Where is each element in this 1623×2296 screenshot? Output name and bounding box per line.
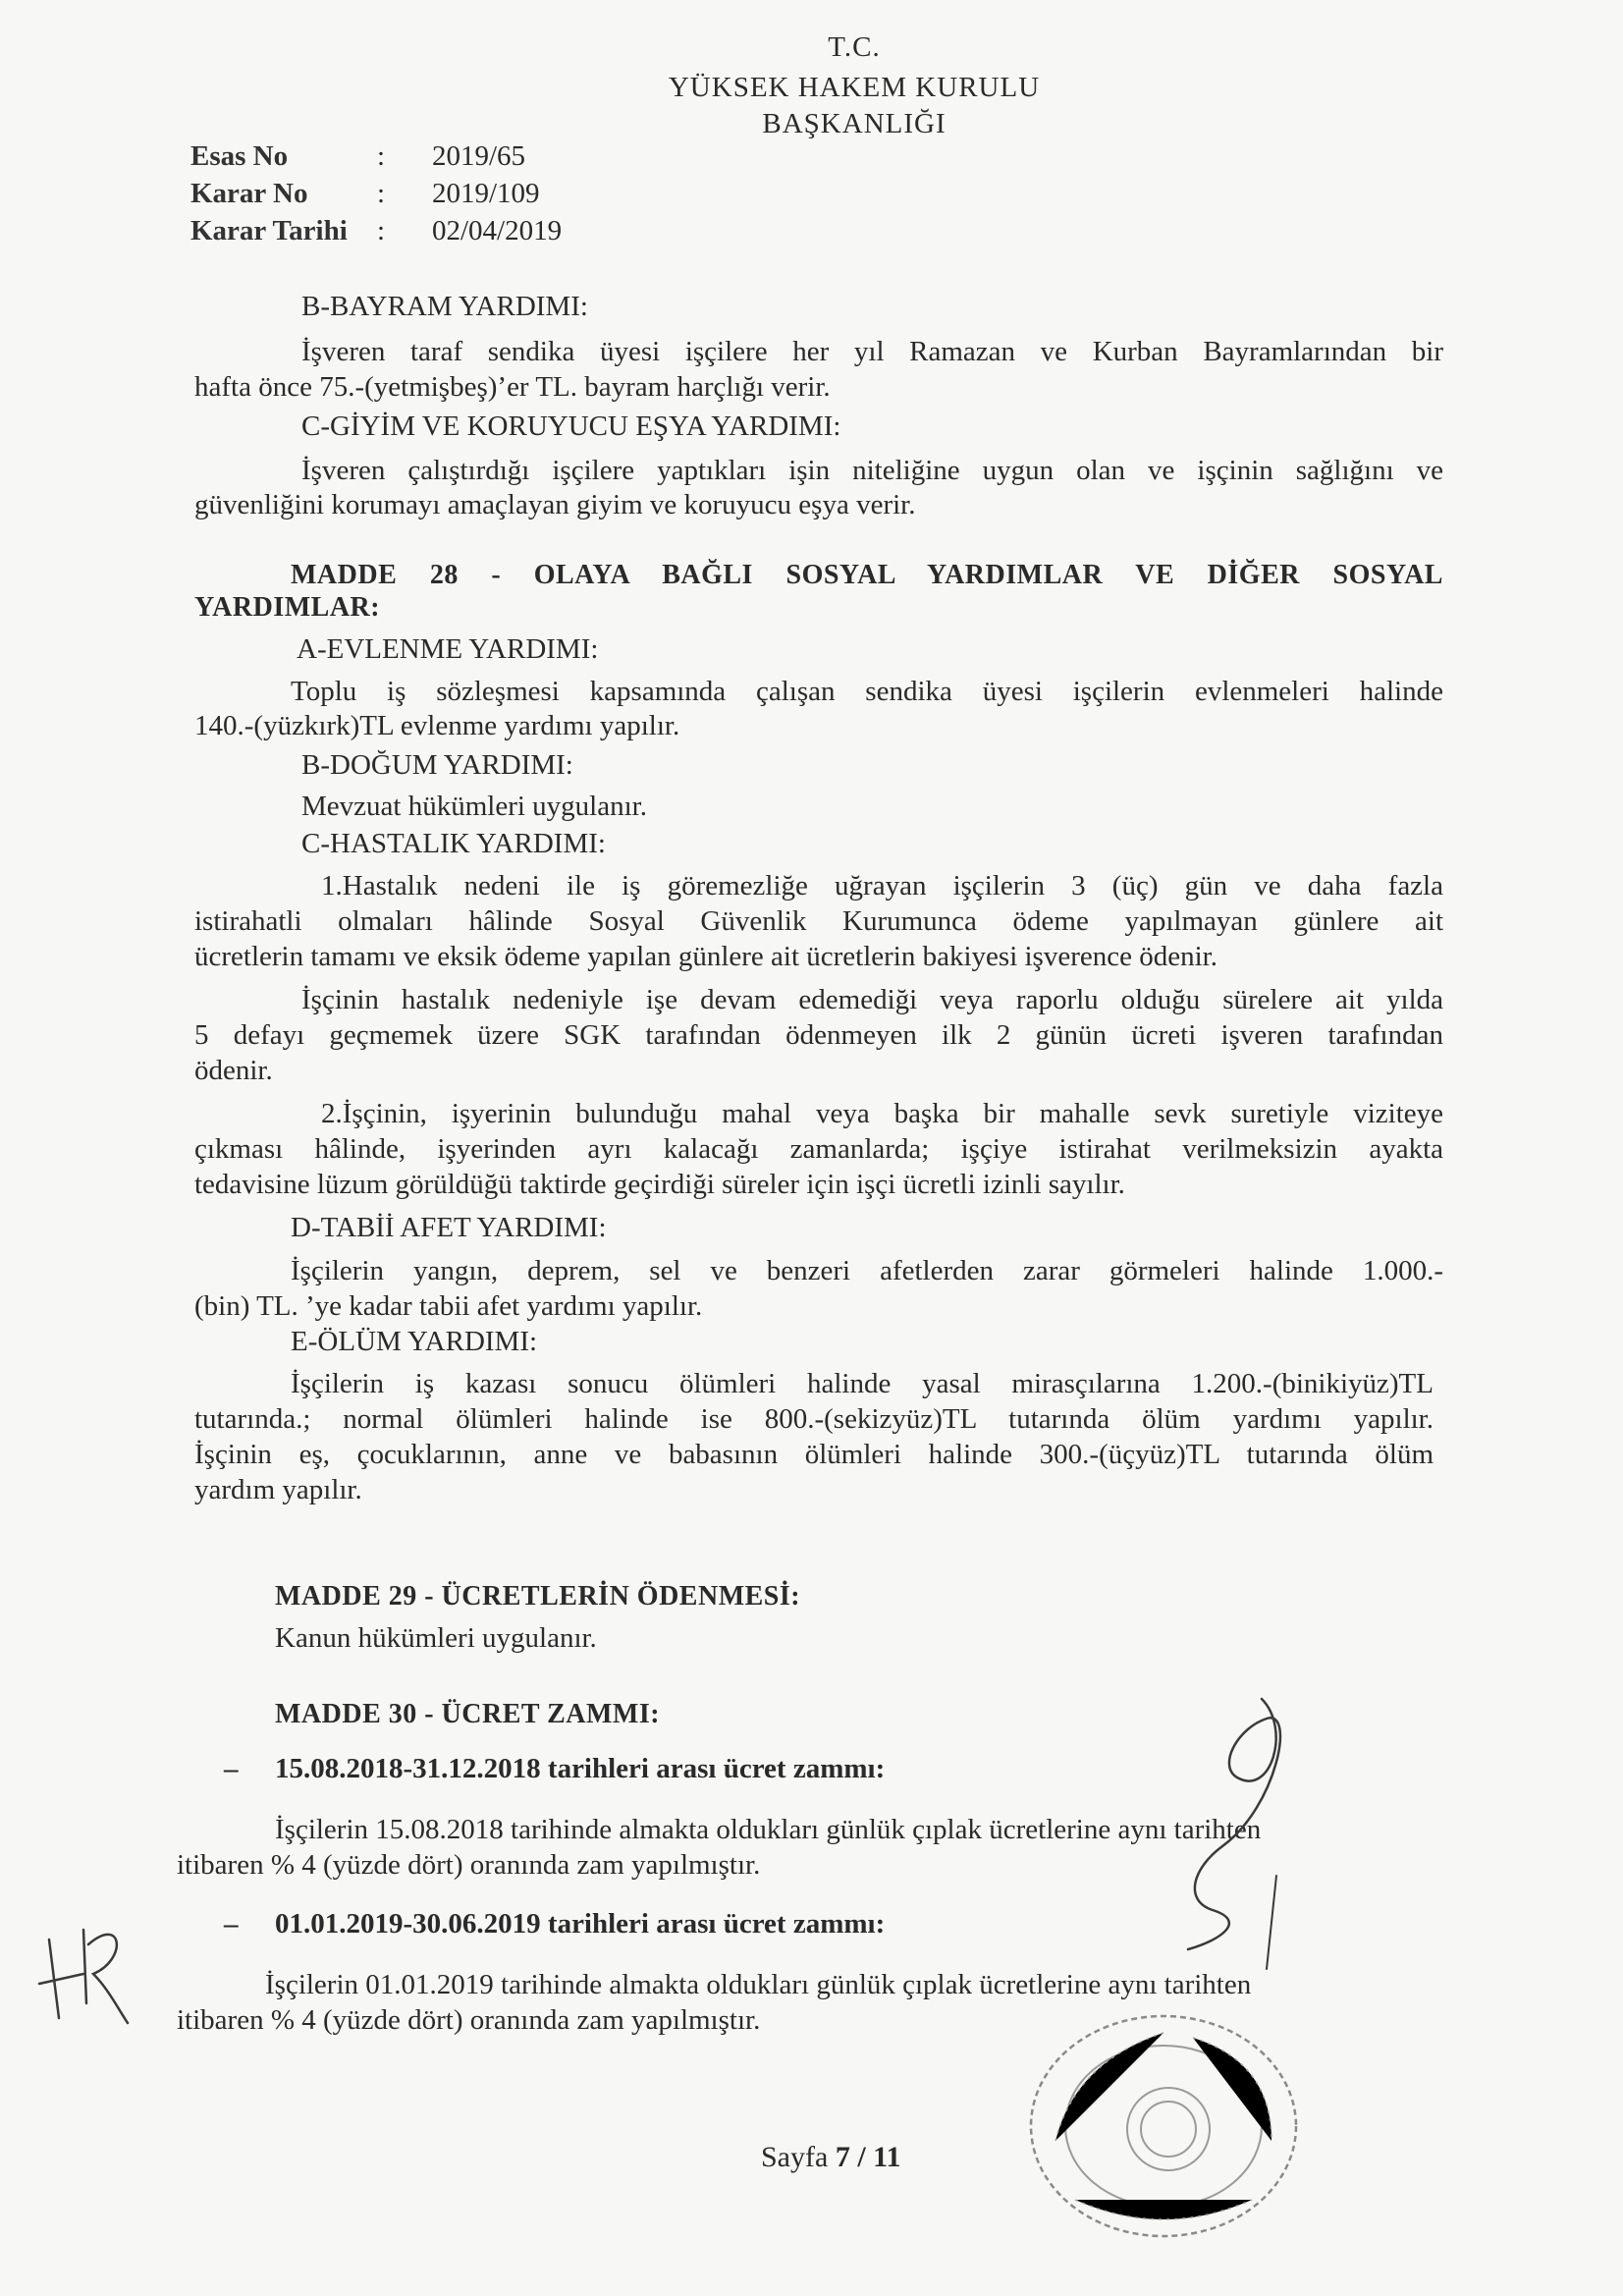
paragraph-line: İşveren taraf sendika üyesi işçilere her yıl Ramazan ve Kurban Bayramlarından bir bbox=[301, 336, 1443, 367]
colon: : bbox=[377, 139, 386, 172]
paragraph-line: çıkması hâlinde, işyerinden ayrı kalacağı zamanlarda; işçiye istirahat verilmeksizin ayakta bbox=[194, 1133, 1443, 1165]
karar-label: Karar No bbox=[190, 177, 308, 209]
page-number bbox=[761, 2141, 901, 2174]
tarih-value: 02/04/2019 bbox=[432, 214, 563, 246]
section-title: D-TABİİ AFET YARDIMI: bbox=[291, 1212, 607, 1243]
paragraph-line: 2.İşçinin, işyerinin bulunduğu mahal veya başka bir mahalle sevk suretiyle viziteye bbox=[321, 1098, 1443, 1129]
colon: : bbox=[377, 177, 386, 209]
page-total: 11 bbox=[873, 2141, 901, 2173]
page-label: Sayfa bbox=[761, 2141, 829, 2173]
paragraph-line: (bin) TL. ’ye kadar tabii afet yardımı yapılır. bbox=[194, 1290, 703, 1322]
section-title: E-ÖLÜM YARDIMI: bbox=[291, 1326, 538, 1357]
paragraph-line: Toplu iş sözleşmesi kapsamında çalışan sendika üyesi işçilerin evlenmeleri halinde bbox=[291, 676, 1443, 707]
official-seal-icon bbox=[1016, 2003, 1311, 2249]
esas-label: Esas No bbox=[190, 139, 289, 172]
article-title-cont: YARDIMLAR: bbox=[194, 592, 381, 623]
paragraph-line: güvenliğini korumayı amaçlayan giyim ve koruyucu eşya verir. bbox=[194, 489, 916, 520]
karar-row bbox=[190, 175, 648, 212]
paragraph-line: Kanun hükümleri uygulanır. bbox=[275, 1622, 597, 1654]
article-title: MADDE 29 - ÜCRETLERİN ÖDENMESİ: bbox=[275, 1581, 801, 1612]
list-bullet: – bbox=[224, 1753, 239, 1784]
paragraph-line: ödenir. bbox=[194, 1055, 273, 1086]
tarih-label: Karar Tarihi bbox=[190, 214, 348, 246]
paragraph-line: İşçinin hastalık nedeniyle işe devam edemediği veya raporlu olduğu sürelere ait yılda bbox=[301, 984, 1443, 1015]
paragraph-line: İşveren çalıştırdığı işçilere yaptıkları işin niteliğine uygun olan ve işçinin sağlığını ve bbox=[301, 455, 1443, 486]
paragraph-line: tedavisine lüzum görüldüğü taktirde geçirdiği süreler için işçi ücretli izinli sayılır. bbox=[194, 1169, 1125, 1200]
header-department: BAŞKANLIĞI bbox=[762, 108, 947, 139]
signature-mark-icon bbox=[1129, 1689, 1325, 1974]
list-bullet: – bbox=[224, 1908, 239, 1940]
paragraph-line: tutarında.; normal ölümleri halinde ise 800.-(sekizyüz)TL tutarında ölüm yardımı yapılır. bbox=[194, 1403, 1434, 1435]
esas-value: 2019/65 bbox=[432, 139, 526, 172]
section-title: C-GİYİM VE KORUYUCU EŞYA YARDIMI: bbox=[301, 410, 841, 442]
page-current: 7 bbox=[835, 2141, 850, 2173]
paragraph-line: yardım yapılır. bbox=[194, 1474, 362, 1505]
section-title: B-BAYRAM YARDIMI: bbox=[301, 291, 588, 322]
paragraph-line: İşçilerin iş kazası sonucu ölümleri halinde yasal mirasçılarına 1.200.-(binikiyüz)TL bbox=[291, 1368, 1434, 1399]
section-title: B-DOĞUM YARDIMI: bbox=[301, 749, 573, 781]
colon: : bbox=[377, 214, 386, 246]
case-metadata bbox=[190, 137, 648, 249]
page-separator: / bbox=[857, 2141, 866, 2173]
section-title: C-HASTALIK YARDIMI: bbox=[301, 828, 606, 859]
esas-row bbox=[190, 137, 648, 175]
initials-mark-icon bbox=[29, 1905, 137, 2033]
article-title: MADDE 30 - ÜCRET ZAMMI: bbox=[275, 1699, 661, 1729]
header-tc: T.C. bbox=[828, 31, 881, 63]
karar-value: 2019/109 bbox=[432, 177, 540, 209]
paragraph-line: Mevzuat hükümleri uygulanır. bbox=[301, 791, 647, 822]
paragraph-line: İşçilerin 15.08.2018 tarihinde almakta oldukları günlük çıplak ücretlerine aynı tarihten bbox=[275, 1814, 1262, 1845]
paragraph-line: 140.-(yüzkırk)TL evlenme yardımı yapılır. bbox=[194, 710, 680, 741]
paragraph-line: ücretlerin tamamı ve eksik ödeme yapılan günlere ait ücretlerin bakiyesi işverence ödenir. bbox=[194, 941, 1217, 972]
paragraph-line: itibaren % 4 (yüzde dört) oranında zam yapılmıştır. bbox=[177, 1849, 761, 1881]
paragraph-line: İşçilerin 01.01.2019 tarihinde almakta oldukları günlük çıplak ücretlerine aynı tarihten bbox=[265, 1969, 1252, 2000]
tarih-row bbox=[190, 212, 648, 249]
sub-title: 15.08.2018-31.12.2018 tarihleri arası ücret zammı: bbox=[275, 1753, 886, 1784]
sub-title: 01.01.2019-30.06.2019 tarihleri arası ücret zammı: bbox=[275, 1908, 886, 1940]
paragraph-line: İşçilerin yangın, deprem, sel ve benzeri afetlerden zarar görmeleri halinde 1.000.- bbox=[291, 1255, 1443, 1286]
header-institution: YÜKSEK HAKEM KURULU bbox=[668, 72, 1041, 103]
paragraph-line: İşçinin eş, çocuklarının, anne ve babasının ölümleri halinde 300.-(üçyüz)TL tutarında ölüm bbox=[194, 1439, 1434, 1470]
section-title: A-EVLENME YARDIMI: bbox=[297, 633, 599, 665]
paragraph-line: istirahatli olmaları hâlinde Sosyal Güvenlik Kurumunca ödeme yapılmayan günlere ait bbox=[194, 905, 1443, 937]
paragraph-line: 5 defayı geçmemek üzere SGK tarafından ödenmeyen ilk 2 günün ücreti işveren tarafından bbox=[194, 1019, 1443, 1051]
paragraph-line: itibaren % 4 (yüzde dört) oranında zam yapılmıştır. bbox=[177, 2004, 761, 2036]
paragraph-line: 1.Hastalık nedeni ile iş göremezliğe uğrayan işçilerin 3 (üç) gün ve daha fazla bbox=[321, 870, 1443, 902]
paragraph-line: hafta önce 75.-(yetmişbeş)’er TL. bayram harçlığı verir. bbox=[194, 371, 831, 403]
article-title: MADDE 28 - OLAYA BAĞLI SOSYAL YARDIMLAR VE DİĞER SOSYAL bbox=[291, 560, 1443, 590]
